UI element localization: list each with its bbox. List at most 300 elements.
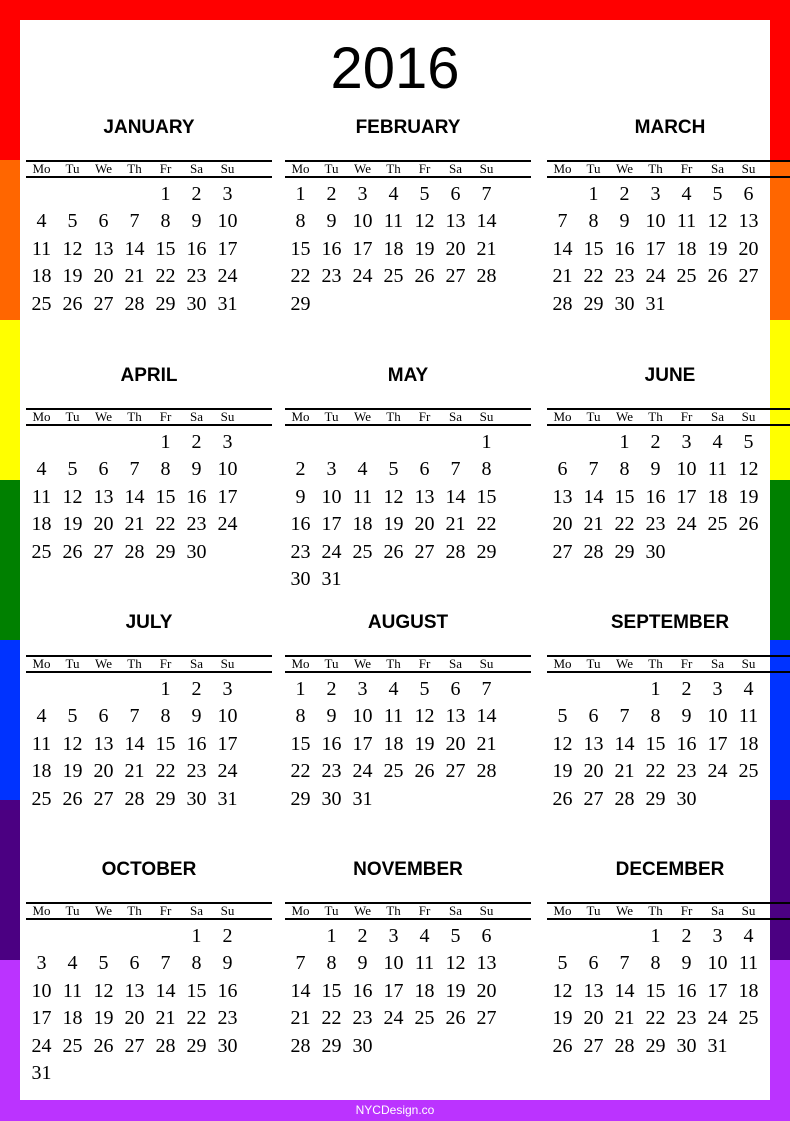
day-cell: 11	[31, 237, 52, 260]
day-cell: 3	[650, 182, 661, 205]
week-row	[547, 701, 790, 729]
weekday-label: We	[616, 409, 633, 424]
day-cell: 17	[707, 979, 728, 1002]
day-cell: 1	[160, 182, 171, 205]
day-cell: 24	[676, 513, 697, 535]
day-cell: 6	[588, 705, 599, 727]
weekday-label: We	[95, 656, 112, 671]
day-cell: 19	[414, 732, 435, 755]
day-cell: 12	[738, 458, 759, 480]
day-cell: 30	[186, 292, 207, 315]
day-cell: 14	[124, 732, 145, 755]
month-name: DECEMBER	[615, 859, 725, 880]
month-name: MARCH	[634, 117, 706, 138]
day-cell: 21	[124, 265, 145, 287]
week-row	[285, 673, 531, 701]
day-cell: 23	[321, 760, 342, 782]
day-cell: 22	[321, 1007, 342, 1029]
weekday-label: We	[95, 409, 112, 424]
weekday-label: Mo	[32, 409, 51, 424]
day-cell: 20	[93, 513, 114, 535]
day-cell: 25	[738, 1007, 759, 1029]
day-cell: 7	[619, 705, 630, 727]
day-cell: 14	[583, 485, 604, 508]
weekday-label: Tu	[65, 161, 80, 176]
month-july	[26, 610, 272, 811]
day-cell: 30	[352, 1034, 373, 1057]
week-row	[26, 288, 272, 316]
day-cell: 26	[552, 787, 573, 810]
weekday-label: Mo	[32, 656, 51, 671]
day-cell: 29	[476, 540, 497, 563]
month-grid	[547, 655, 790, 811]
weekday-label: Su	[741, 409, 756, 424]
month-january	[26, 115, 272, 316]
day-cell: 12	[93, 979, 114, 1002]
day-cell: 8	[481, 458, 492, 480]
day-cell: 29	[290, 292, 311, 315]
day-cell: 18	[738, 979, 759, 1002]
day-cell: 27	[476, 1007, 497, 1029]
day-cell: 15	[290, 732, 311, 755]
day-cell: 14	[445, 485, 466, 508]
week-row	[26, 509, 272, 537]
weekday-label: Fr	[418, 903, 431, 918]
weekday-label: We	[616, 161, 633, 176]
day-cell: 21	[124, 513, 145, 535]
day-cell: 20	[93, 265, 114, 287]
day-cell: 5	[743, 430, 754, 453]
day-cell: 17	[707, 732, 728, 755]
week-row	[285, 178, 531, 206]
day-cell: 16	[186, 237, 207, 260]
day-cell: 16	[217, 979, 238, 1002]
day-cell: 4	[712, 430, 723, 453]
day-cell: 21	[583, 513, 604, 535]
week-row	[26, 1003, 272, 1031]
day-cell: 19	[93, 1007, 114, 1029]
weekday-label: Sa	[449, 903, 462, 918]
day-cell: 7	[588, 458, 599, 480]
weekday-label: Fr	[159, 903, 172, 918]
day-cell: 8	[588, 210, 599, 232]
day-cell: 10	[383, 952, 404, 974]
weekday-label: Sa	[711, 903, 724, 918]
day-cell: 4	[419, 924, 430, 947]
day-cell: 22	[155, 513, 176, 535]
day-cell: 2	[191, 430, 202, 453]
day-cell: 2	[191, 677, 202, 700]
day-cell: 1	[295, 182, 306, 205]
week-row	[26, 536, 272, 564]
week-row	[26, 1058, 272, 1086]
day-cell: 24	[352, 265, 373, 287]
weekday-label: Th	[648, 656, 663, 671]
day-cell: 23	[186, 265, 207, 287]
day-cell: 3	[222, 677, 233, 700]
day-cell: 11	[31, 485, 52, 508]
day-cell: 23	[217, 1007, 238, 1029]
day-cell: 5	[419, 182, 430, 205]
day-cell: 14	[476, 210, 497, 232]
day-cell: 5	[98, 952, 109, 974]
day-cell: 10	[217, 705, 238, 727]
day-cell: 2	[326, 182, 337, 205]
day-cell: 7	[129, 210, 140, 232]
weekday-label: Sa	[449, 161, 462, 176]
day-cell: 13	[738, 210, 759, 232]
weekday-header-row	[26, 902, 272, 920]
week-row	[547, 920, 790, 948]
day-cell: 11	[414, 952, 435, 974]
day-cell: 2	[650, 430, 661, 453]
day-cell: 12	[62, 732, 83, 755]
day-cell: 26	[707, 265, 728, 287]
day-cell: 20	[583, 760, 604, 782]
day-cell: 8	[650, 952, 661, 974]
day-cell: 1	[650, 924, 661, 947]
day-cell: 30	[676, 1034, 697, 1057]
week-row	[547, 178, 790, 206]
day-cell: 26	[383, 540, 404, 563]
month-grid	[26, 902, 272, 1085]
weekday-label: Fr	[680, 409, 693, 424]
weekday-label: We	[616, 656, 633, 671]
day-cell: 20	[738, 237, 759, 260]
day-cell: 16	[186, 485, 207, 508]
weekday-label: Su	[479, 409, 494, 424]
day-cell: 29	[614, 540, 635, 563]
day-cell: 5	[67, 210, 78, 232]
day-cell: 22	[155, 265, 176, 287]
day-cell: 21	[445, 513, 466, 535]
day-cell: 29	[290, 787, 311, 810]
day-cell: 23	[321, 265, 342, 287]
day-cell: 29	[321, 1034, 342, 1057]
weekday-label: Tu	[586, 161, 601, 176]
month-february	[285, 115, 531, 316]
week-row	[285, 728, 531, 756]
day-cell: 9	[681, 952, 692, 974]
week-row	[285, 261, 531, 289]
day-cell: 3	[712, 677, 723, 700]
day-cell: 2	[222, 924, 233, 947]
week-row	[285, 206, 531, 234]
weekday-label: Mo	[291, 409, 310, 424]
day-cell: 12	[414, 705, 435, 727]
day-cell: 16	[645, 485, 666, 508]
day-cell: 6	[450, 677, 461, 700]
day-cell: 6	[481, 924, 492, 947]
weekday-label: Th	[127, 409, 142, 424]
day-cell: 25	[676, 265, 697, 287]
day-cell: 27	[445, 265, 466, 287]
weekday-label: Su	[220, 161, 235, 176]
day-cell: 26	[93, 1034, 114, 1057]
day-cell: 12	[552, 732, 573, 755]
day-cell: 31	[217, 292, 238, 315]
day-cell: 12	[62, 485, 83, 508]
day-cell: 23	[676, 760, 697, 782]
day-cell: 9	[326, 210, 337, 232]
day-cell: 4	[36, 210, 47, 232]
weekday-label: Mo	[291, 161, 310, 176]
day-cell: 23	[186, 513, 207, 535]
day-cell: 10	[31, 979, 52, 1002]
month-grid	[547, 408, 790, 564]
day-cell: 23	[614, 265, 635, 287]
day-cell: 4	[743, 924, 754, 947]
week-row	[285, 1030, 531, 1058]
day-cell: 14	[476, 705, 497, 727]
day-cell: 24	[352, 760, 373, 782]
weekday-header-row	[26, 160, 272, 178]
day-cell: 26	[62, 292, 83, 315]
weekday-label: Tu	[586, 656, 601, 671]
month-name: APRIL	[120, 365, 178, 386]
weekday-label: Mo	[291, 903, 310, 918]
month-september	[547, 610, 790, 811]
day-cell: 3	[388, 924, 399, 947]
day-cell: 3	[357, 677, 368, 700]
day-cell: 28	[124, 787, 145, 810]
day-cell: 28	[552, 292, 573, 315]
week-row	[26, 728, 272, 756]
day-cell: 24	[217, 513, 238, 535]
day-cell: 1	[160, 430, 171, 453]
weekday-header-row	[285, 408, 531, 426]
week-row	[285, 1003, 531, 1031]
day-cell: 20	[445, 237, 466, 260]
week-row	[26, 756, 272, 784]
day-cell: 16	[676, 979, 697, 1002]
day-cell: 29	[645, 787, 666, 810]
weekday-label: Su	[479, 161, 494, 176]
week-row	[26, 206, 272, 234]
day-cell: 29	[645, 1034, 666, 1057]
day-cell: 14	[614, 979, 635, 1002]
day-cell: 13	[93, 237, 114, 260]
day-cell: 25	[738, 760, 759, 782]
week-row	[547, 756, 790, 784]
day-cell: 12	[414, 210, 435, 232]
weekday-label: Fr	[680, 161, 693, 176]
weekday-label: Su	[220, 409, 235, 424]
day-cell: 15	[155, 485, 176, 508]
weekday-label: Fr	[159, 161, 172, 176]
day-cell: 12	[707, 210, 728, 232]
day-cell: 25	[31, 292, 52, 315]
week-row	[547, 728, 790, 756]
week-row	[285, 975, 531, 1003]
day-cell: 16	[321, 237, 342, 260]
month-june	[547, 363, 790, 564]
day-cell: 4	[357, 458, 368, 480]
day-cell: 19	[62, 760, 83, 782]
weekday-label: Sa	[711, 161, 724, 176]
day-cell: 9	[222, 952, 233, 974]
day-cell: 16	[676, 732, 697, 755]
weekday-header-row	[285, 160, 531, 178]
day-cell: 15	[583, 237, 604, 260]
day-cell: 27	[738, 265, 759, 287]
month-grid	[26, 408, 272, 564]
day-cell: 26	[62, 540, 83, 563]
day-cell: 28	[290, 1034, 311, 1057]
day-cell: 3	[357, 182, 368, 205]
day-cell: 7	[557, 210, 568, 232]
weekday-label: Th	[127, 161, 142, 176]
week-row	[547, 288, 790, 316]
weekday-label: Th	[386, 656, 401, 671]
week-row	[547, 536, 790, 564]
day-cell: 16	[290, 513, 311, 535]
week-row	[547, 783, 790, 811]
day-cell: 12	[445, 952, 466, 974]
weekday-label: Su	[479, 903, 494, 918]
day-cell: 23	[676, 1007, 697, 1029]
month-name: MAY	[387, 365, 429, 386]
day-cell: 18	[414, 979, 435, 1002]
day-cell: 6	[98, 458, 109, 480]
day-cell: 17	[321, 513, 342, 535]
day-cell: 20	[552, 513, 573, 535]
day-cell: 27	[124, 1034, 145, 1057]
calendar-sheet	[20, 20, 770, 1100]
day-cell: 10	[645, 210, 666, 232]
day-cell: 8	[160, 210, 171, 232]
day-cell: 24	[707, 760, 728, 782]
weekday-label: Sa	[190, 161, 203, 176]
day-cell: 11	[383, 210, 404, 232]
day-cell: 25	[352, 540, 373, 563]
month-august	[285, 610, 531, 811]
month-grid	[26, 655, 272, 811]
day-cell: 27	[445, 760, 466, 782]
day-cell: 10	[352, 210, 373, 232]
day-cell: 28	[155, 1034, 176, 1057]
weekday-label: Fr	[159, 656, 172, 671]
weekday-label: Mo	[553, 409, 572, 424]
day-cell: 31	[321, 568, 342, 590]
day-cell: 18	[738, 732, 759, 755]
weekday-label: Su	[220, 903, 235, 918]
week-row	[26, 948, 272, 976]
day-cell: 27	[583, 1034, 604, 1057]
day-cell: 28	[476, 760, 497, 782]
day-cell: 13	[445, 210, 466, 232]
week-row	[26, 261, 272, 289]
day-cell: 16	[321, 732, 342, 755]
day-cell: 28	[124, 292, 145, 315]
week-row	[547, 948, 790, 976]
day-cell: 6	[743, 182, 754, 205]
weekday-label: Tu	[324, 656, 339, 671]
day-cell: 6	[557, 458, 568, 480]
weekday-label: Tu	[324, 409, 339, 424]
day-cell: 10	[707, 952, 728, 974]
day-cell: 23	[645, 513, 666, 535]
week-row	[547, 233, 790, 261]
day-cell: 19	[62, 265, 83, 287]
day-cell: 16	[614, 237, 635, 260]
day-cell: 1	[295, 677, 306, 700]
day-cell: 8	[295, 705, 306, 727]
day-cell: 9	[191, 705, 202, 727]
day-cell: 27	[552, 540, 573, 563]
day-cell: 15	[645, 732, 666, 755]
day-cell: 21	[476, 237, 497, 260]
weekday-header-row	[26, 655, 272, 673]
day-cell: 8	[160, 705, 171, 727]
week-row	[547, 454, 790, 482]
day-cell: 10	[707, 705, 728, 727]
day-cell: 26	[414, 760, 435, 782]
day-cell: 4	[36, 705, 47, 727]
weekday-label: Th	[648, 409, 663, 424]
day-cell: 5	[388, 458, 399, 480]
month-grid	[547, 902, 790, 1058]
day-cell: 27	[93, 787, 114, 810]
day-cell: 10	[352, 705, 373, 727]
weekday-label: Sa	[711, 409, 724, 424]
week-row	[26, 454, 272, 482]
week-row	[26, 178, 272, 206]
day-cell: 18	[352, 513, 373, 535]
month-april	[26, 363, 272, 564]
day-cell: 29	[186, 1034, 207, 1057]
weekday-label: Tu	[324, 903, 339, 918]
weekday-label: Fr	[680, 903, 693, 918]
week-row	[26, 481, 272, 509]
day-cell: 13	[552, 485, 573, 508]
weekday-label: Fr	[418, 656, 431, 671]
weekday-label: Mo	[291, 656, 310, 671]
weekday-label: Th	[386, 161, 401, 176]
day-cell: 5	[557, 705, 568, 727]
day-cell: 13	[93, 732, 114, 755]
day-cell: 4	[681, 182, 692, 205]
week-row	[285, 920, 531, 948]
weekday-header-row	[547, 160, 790, 178]
day-cell: 19	[414, 237, 435, 260]
day-cell: 2	[295, 458, 306, 480]
weekday-header-row	[285, 655, 531, 673]
weekday-label: Mo	[553, 161, 572, 176]
footer-credit: NYCDesign.co	[355, 1103, 435, 1117]
day-cell: 3	[712, 924, 723, 947]
day-cell: 9	[191, 210, 202, 232]
week-row	[285, 564, 531, 592]
day-cell: 4	[388, 182, 399, 205]
day-cell: 8	[160, 458, 171, 480]
week-row	[26, 783, 272, 811]
day-cell: 14	[124, 485, 145, 508]
day-cell: 16	[186, 732, 207, 755]
weekday-label: Tu	[586, 903, 601, 918]
day-cell: 30	[186, 787, 207, 810]
day-cell: 10	[217, 458, 238, 480]
day-cell: 15	[155, 732, 176, 755]
day-cell: 26	[414, 265, 435, 287]
day-cell: 1	[619, 430, 630, 453]
day-cell: 7	[295, 952, 306, 974]
day-cell: 17	[383, 979, 404, 1002]
day-cell: 21	[290, 1007, 311, 1029]
day-cell: 20	[414, 513, 435, 535]
day-cell: 31	[31, 1062, 52, 1084]
day-cell: 30	[614, 292, 635, 315]
